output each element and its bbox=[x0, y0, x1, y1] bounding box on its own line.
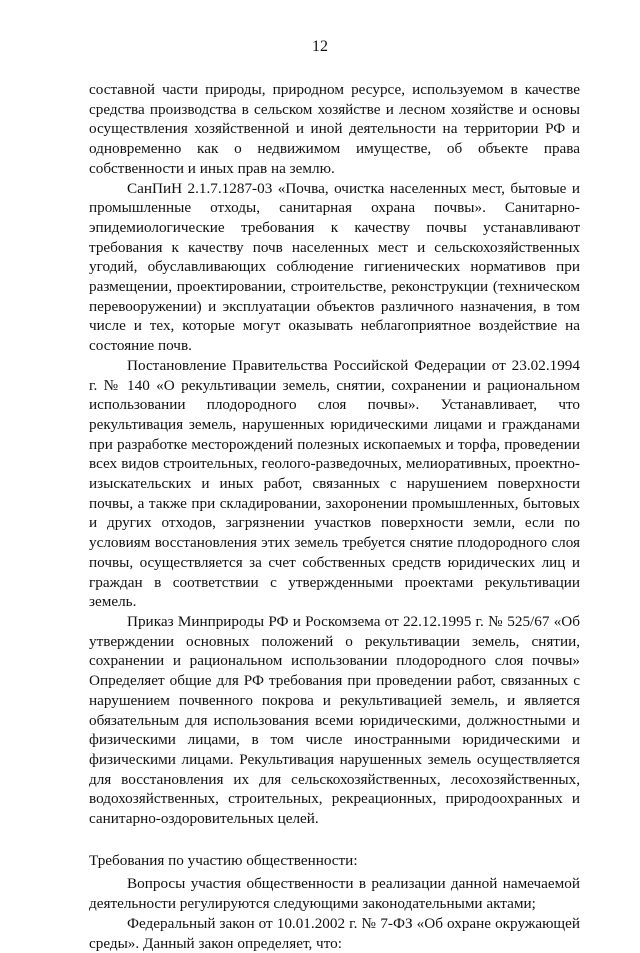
document-body bbox=[89, 80, 580, 953]
paragraph-continuation: составной части природы, природном ресурсе, используемом в качестве средства производства в сельском хозяйстве и лесном хозяйстве и основы осуществления хозяйственной и иной деятельности на территории РФ и одновременно как о недвижимом имуществе, об объекте права собственности и иных прав на землю. bbox=[89, 81, 580, 177]
section-heading: Требования по участию общественности: bbox=[89, 851, 358, 869]
paragraph-government-decree: Постановление Правительства Российской Федерации от 23.02.1994 г. № 140 «О рекультивации земель, снятии, сохранении и рациональном использовании плодородного слоя почвы». Устанавливает, что рекультивация земель, нарушенных юридическими лицами и гражданами при разработке месторождений полезных ископаемых и торфа, проведении всех видов строительных, геолого-разведочных, мелиоративных, проектно-изыскательских и иных работ, связанных с нарушением поверхности почвы, а также при складировании, захоронении промышленных, бытовых и других отходов, загрязнении участков поверхности земли, если по условиям восстановления этих земель требуется снятие плодородного слоя почвы, осуществляется за счет собственных средств юридических лиц и граждан в соответствии с утвержденными проектами рекультивации земель. bbox=[89, 356, 580, 611]
paragraph-public-participation: Вопросы участия общественности в реализации данной намечаемой деятельности регулируются следующими законодательными актами; bbox=[89, 875, 580, 913]
page-number: 12 bbox=[312, 38, 328, 55]
paragraph-federal-law: Федеральный закон от 10.01.2002 г. № 7-ФЗ «Об охране окружающей среды». Данный закон определяет, что: bbox=[89, 914, 580, 952]
paragraph-ministry-order: Приказ Минприроды РФ и Роскомзема от 22.12.1995 г. № 525/67 «Об утверждении основных положений о рекультивации земель, снятии, сохранении и рациональном использовании плодородного слоя почвы» Определяет общие для РФ требования при проведении работ, связанных с нарушением почвенного покрова и рекультивацией земель, и является обязательным для использования всеми юридическими, должностными и физическими лицами, в том числе иностранными юридическими и физическими лицами. Рекультивация нарушенных земель осуществляется для восстановления их для сельскохозяйственных, лесохозяйственных, водохозяйственных, строительных, рекреационных, природоохранных и санитарно-оздоровительных целей. bbox=[89, 612, 580, 828]
paragraph-sanpin: СанПиН 2.1.7.1287-03 «Почва, очистка населенных мест, бытовые и промышленные отходы, санитарная охрана почвы». Санитарно-эпидемиологические требования к качеству почвы устанавливают требования к качеству почв населенных мест и сельскохозяйственных угодий, обуславливающих соблюдение гигиенических нормативов при размещении, проектировании, строительстве, реконструкции (техническом перевооружении) и эксплуатации объектов различного назначения, в том числе и тех, которые могут оказывать неблагоприятное воздействие на состояние почв. bbox=[89, 179, 580, 355]
